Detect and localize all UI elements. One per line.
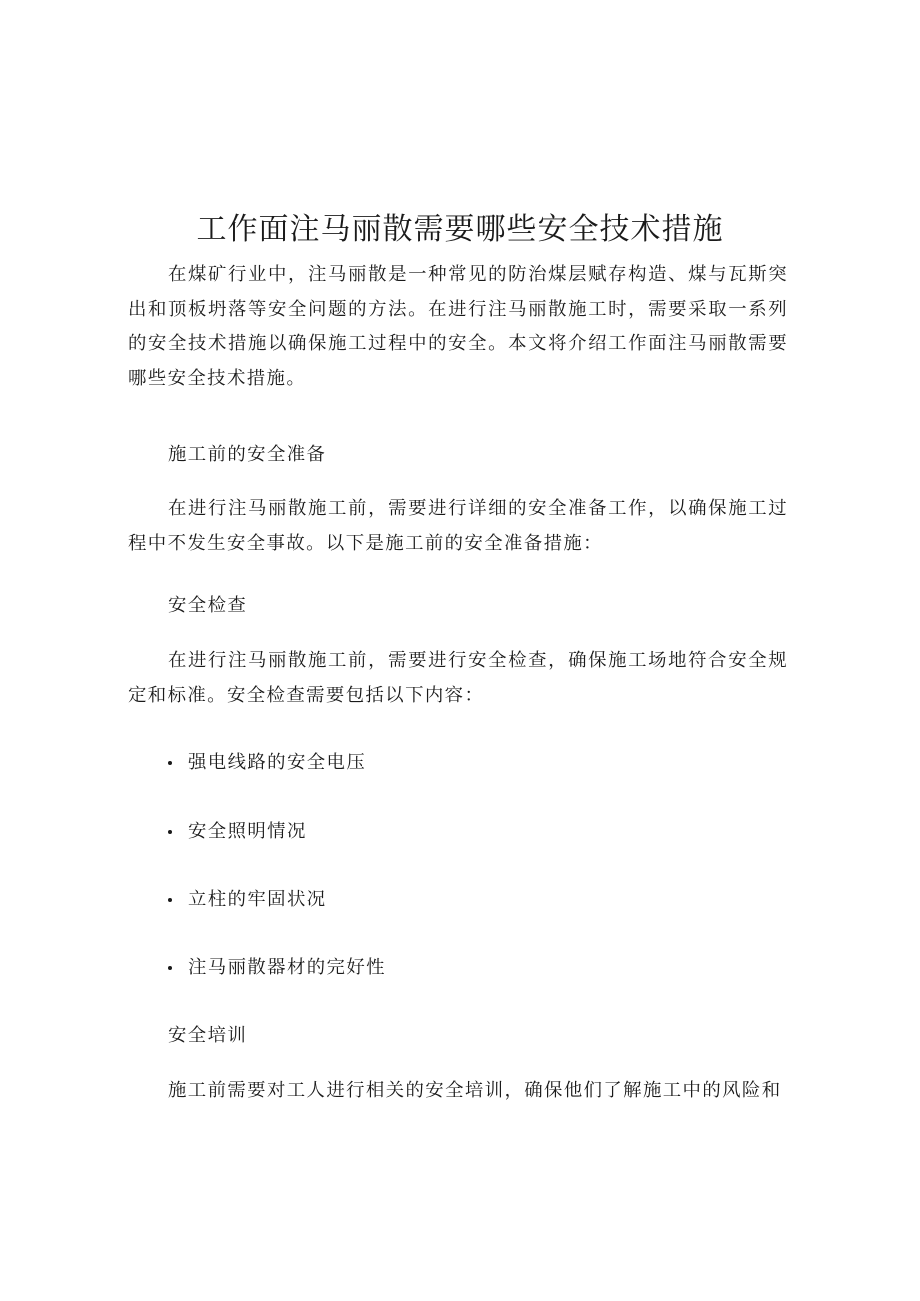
checklist-item <box>166 746 366 780</box>
checklist-item <box>166 815 307 849</box>
subsection-heading-training: 安全培训 <box>168 1025 248 1046</box>
preparation-paragraph: 在进行注马丽散施工前，需要进行详细的安全准备工作，以确保施工过程中不发生安全事故。以下是施工前的安全准备措施： <box>128 498 788 554</box>
checklist-item <box>166 951 386 985</box>
subsection-heading-inspection: 安全检查 <box>168 595 248 616</box>
bullet-icon <box>168 966 172 970</box>
checklist-item-text: 注马丽散器材的完好性 <box>188 957 386 978</box>
bullet-icon <box>168 830 172 834</box>
checklist-item <box>166 883 327 917</box>
inspection-paragraph: 在进行注马丽散施工前，需要进行安全检查，确保施工场地符合安全规定和标准。安全检查需要包括以下内容： <box>128 650 788 706</box>
bullet-icon <box>168 898 172 902</box>
training-paragraph: 施工前需要对工人进行相关的安全培训，确保他们了解施工中的风险和 <box>168 1080 782 1101</box>
document-title: 工作面注马丽散需要哪些安全技术措施 <box>196 212 724 247</box>
checklist-item-text: 强电线路的安全电压 <box>188 752 367 773</box>
checklist-item-text: 立柱的牢固状况 <box>188 889 327 910</box>
section-heading-preparation: 施工前的安全准备 <box>168 444 327 465</box>
intro-paragraph: 在煤矿行业中，注马丽散是一种常见的防治煤层赋存构造、煤与瓦斯突出和顶板坍落等安全问题的方法。在进行注马丽散施工时，需要采取一系列的安全技术措施以确保施工过程中的安全。本文将介绍工作面注马丽散需要哪些安全技术措施。 <box>128 264 788 389</box>
bullet-icon <box>168 761 172 765</box>
checklist-item-text: 安全照明情况 <box>188 821 307 842</box>
